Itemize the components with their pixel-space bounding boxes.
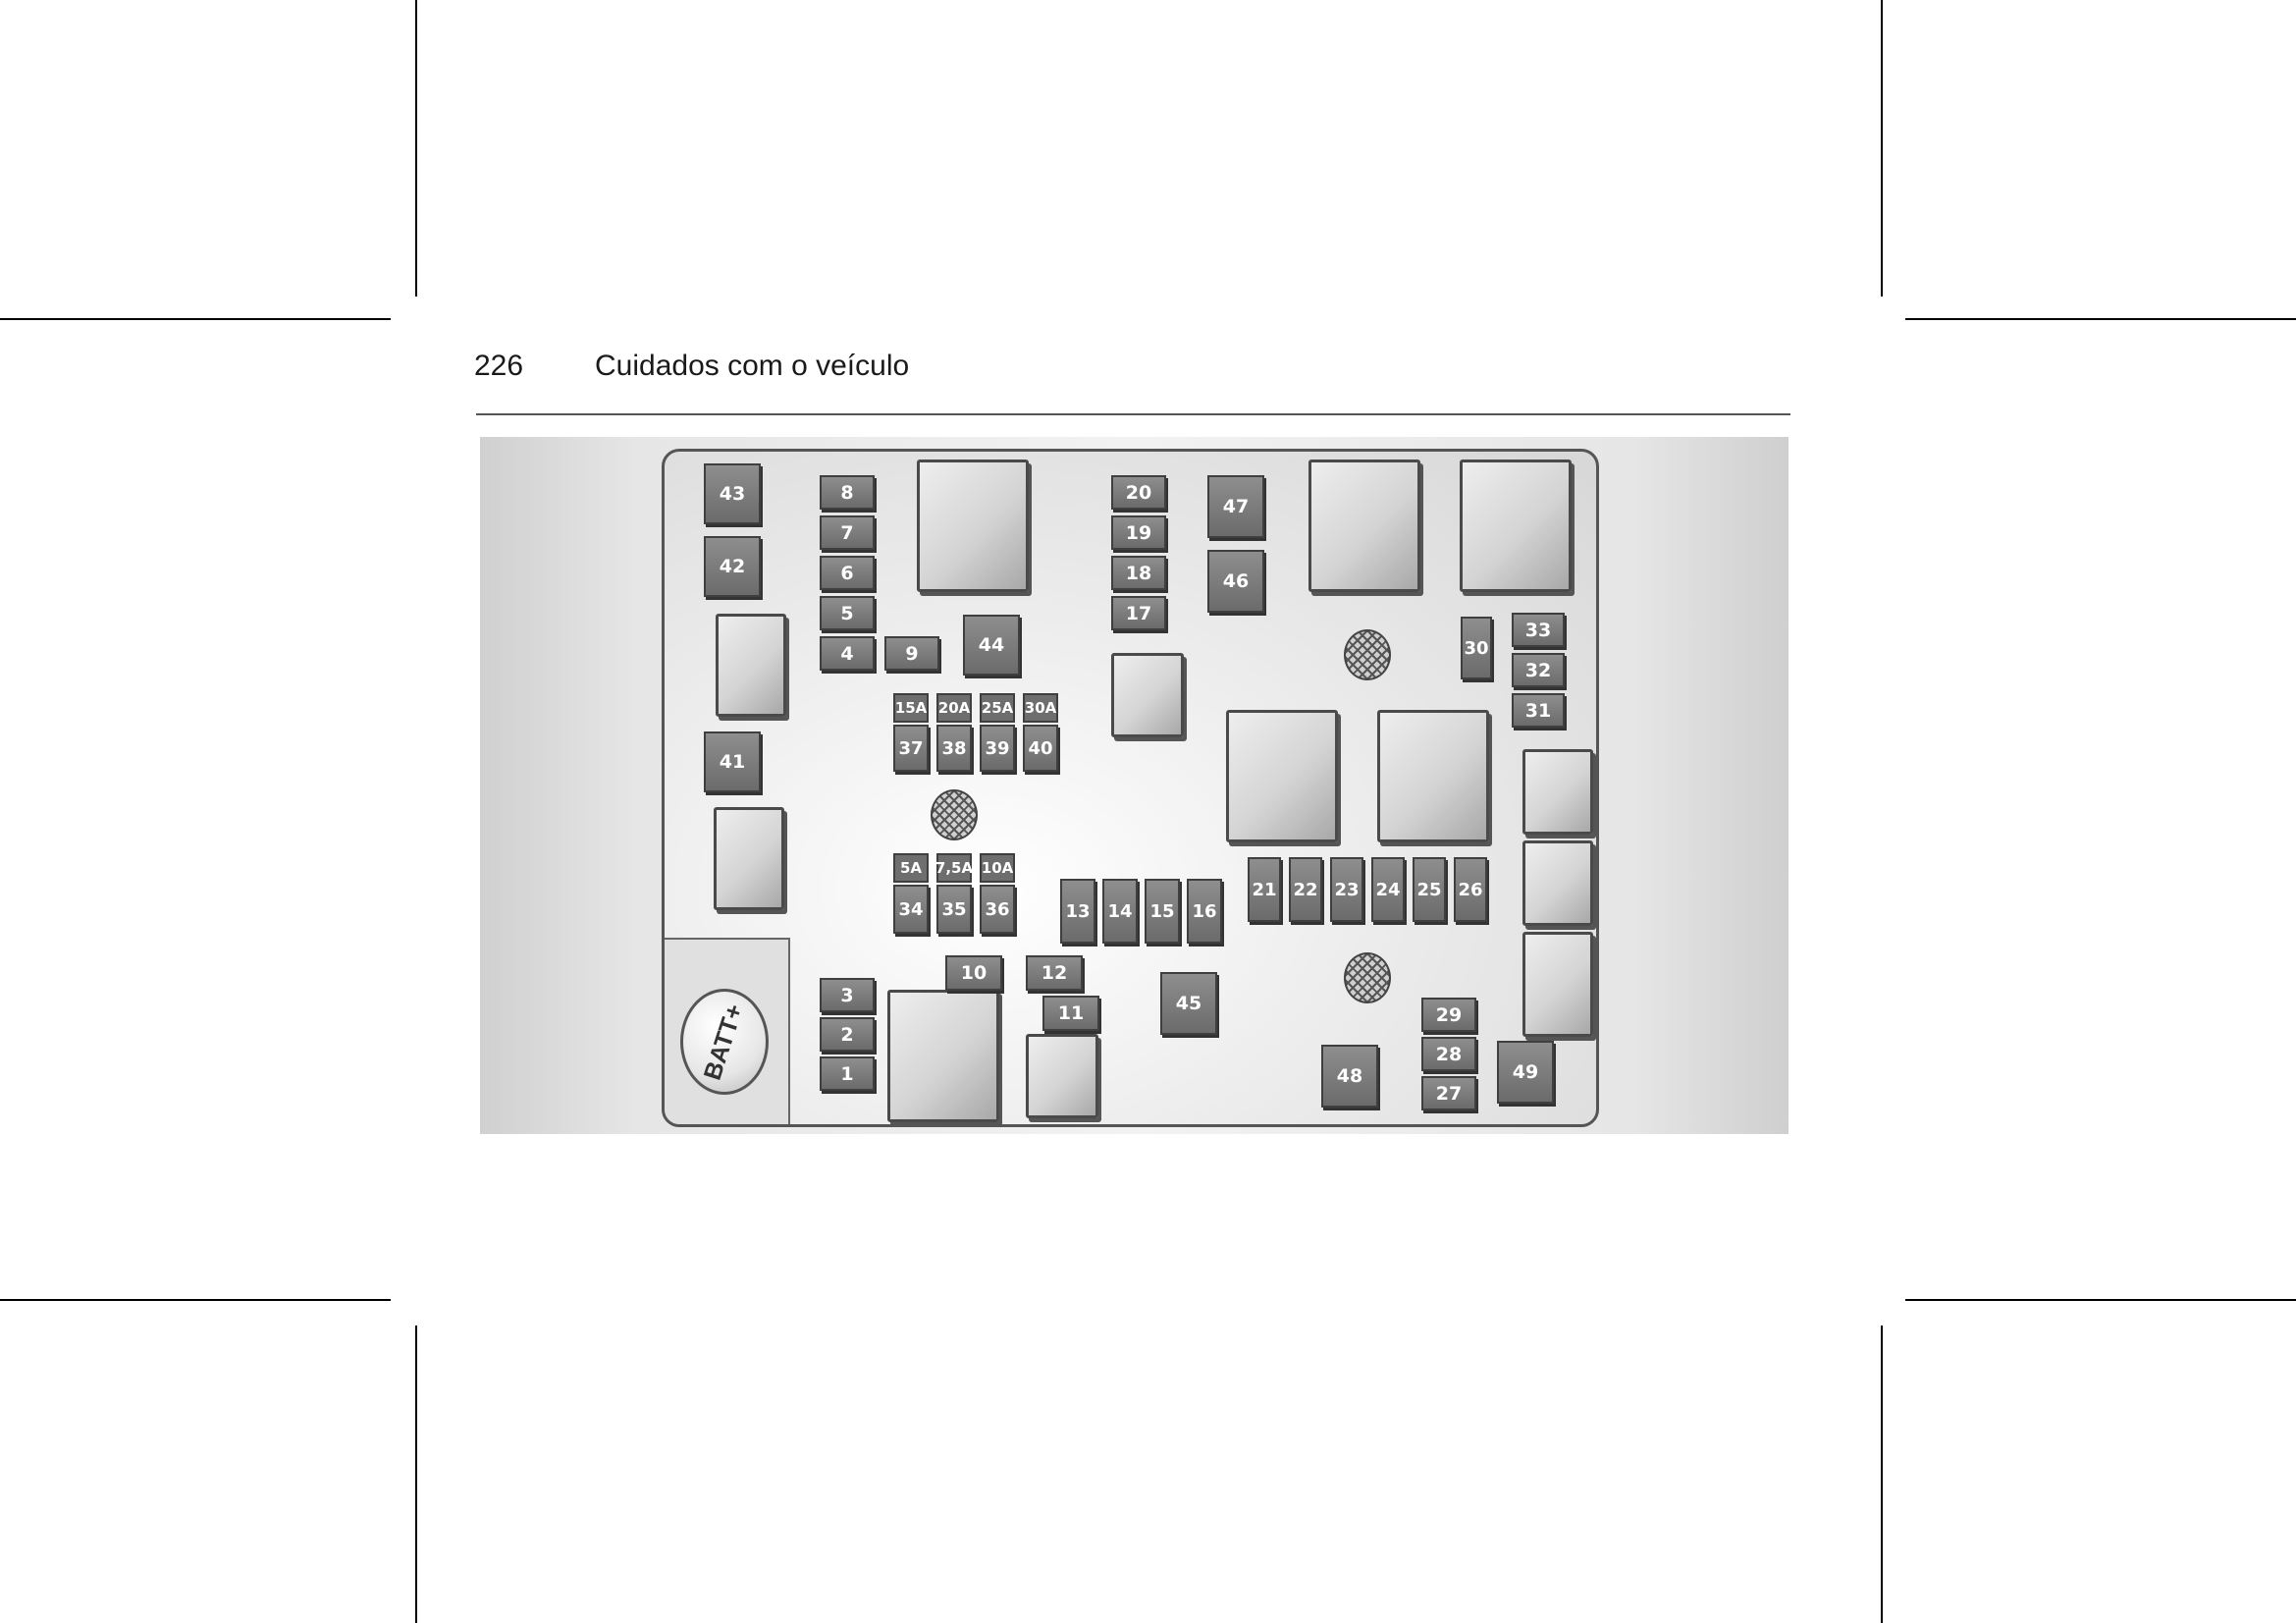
- rating-36: 10A: [980, 853, 1015, 883]
- fuse-9: 9: [884, 636, 939, 671]
- fuse-26: 26: [1454, 857, 1487, 922]
- fuse-1: 1: [820, 1056, 875, 1091]
- rating-40: 30A: [1023, 693, 1058, 723]
- fuse-37: 37: [893, 725, 929, 772]
- fuse-4: 4: [820, 636, 875, 671]
- fuse-14: 14: [1102, 879, 1138, 944]
- crop-mark-top-left: [415, 0, 417, 297]
- battery-terminal-area: [665, 938, 790, 1124]
- fuse-42: 42: [704, 536, 761, 597]
- fuse-11: 11: [1042, 996, 1099, 1031]
- relay-bottom-left: [887, 990, 999, 1122]
- fuse-13: 13: [1060, 879, 1095, 944]
- battery-terminal: [680, 989, 769, 1095]
- rating-37: 15A: [893, 693, 929, 723]
- relay-left-lower: [714, 807, 784, 910]
- relay-bottom-center: [1026, 1034, 1098, 1118]
- fuse-8: 8: [820, 475, 875, 510]
- page-number: 226: [474, 350, 524, 382]
- crop-mark-right-upper: [1905, 318, 2296, 320]
- fuse-18: 18: [1111, 556, 1166, 590]
- fuse-15: 15: [1145, 879, 1180, 944]
- fuse-17: 17: [1111, 596, 1166, 630]
- mounting-hole-center-left: [931, 789, 978, 840]
- fuse-25: 25: [1413, 857, 1446, 922]
- fuse-46: 46: [1207, 550, 1264, 613]
- fuse-43: 43: [704, 463, 761, 524]
- fuse-38: 38: [936, 725, 972, 772]
- fuse-5: 5: [820, 596, 875, 630]
- fuse-12: 12: [1026, 955, 1083, 991]
- rating-38: 20A: [936, 693, 972, 723]
- fuse-48: 48: [1321, 1045, 1378, 1108]
- page-title: Cuidados com o veículo: [595, 350, 910, 382]
- fuse-3: 3: [820, 978, 875, 1012]
- fuse-41: 41: [704, 731, 761, 792]
- fuse-box-diagram: [480, 437, 1789, 1134]
- fuse-32: 32: [1512, 653, 1565, 687]
- fuse-24: 24: [1371, 857, 1405, 922]
- fuse-33: 33: [1512, 613, 1565, 647]
- fuse-27: 27: [1421, 1076, 1476, 1110]
- fuse-19: 19: [1111, 515, 1166, 550]
- crop-mark-bottom-right: [1881, 1325, 1883, 1623]
- mounting-hole-lower-right: [1344, 952, 1391, 1003]
- crop-mark-left-upper: [0, 318, 391, 320]
- header-rule: [476, 413, 1790, 415]
- crop-mark-left-lower: [0, 1299, 391, 1301]
- fuse-29: 29: [1421, 998, 1476, 1032]
- rating-35: 7,5A: [936, 853, 972, 883]
- fuse-21: 21: [1248, 857, 1281, 922]
- fuse-box-outline: [662, 449, 1599, 1127]
- fuse-47: 47: [1207, 475, 1264, 538]
- fuse-6: 6: [820, 556, 875, 590]
- fuse-40: 40: [1023, 725, 1058, 772]
- relay-right-2: [1522, 840, 1593, 926]
- rating-34: 5A: [893, 853, 929, 883]
- fuse-30: 30: [1461, 617, 1492, 679]
- fuse-10: 10: [945, 955, 1002, 991]
- fuse-36: 36: [980, 885, 1015, 934]
- relay-top-left: [917, 460, 1029, 592]
- fuse-34: 34: [893, 885, 929, 934]
- fuse-16: 16: [1187, 879, 1222, 944]
- fuse-7: 7: [820, 515, 875, 550]
- relay-left-upper: [716, 614, 786, 717]
- fuse-45: 45: [1160, 972, 1217, 1035]
- relay-center-small: [1111, 653, 1184, 737]
- fuse-39: 39: [980, 725, 1015, 772]
- relay-right-1: [1522, 749, 1593, 835]
- fuse-44: 44: [963, 615, 1020, 676]
- relay-middle-right-2: [1377, 710, 1489, 842]
- relay-top-right-2: [1460, 460, 1572, 592]
- fuse-22: 22: [1289, 857, 1322, 922]
- fuse-23: 23: [1330, 857, 1363, 922]
- mounting-hole-upper-right: [1344, 629, 1391, 680]
- battery-terminal-label: BATT+: [698, 1000, 750, 1083]
- crop-mark-bottom-left: [415, 1325, 417, 1623]
- fuse-28: 28: [1421, 1037, 1476, 1071]
- fuse-49: 49: [1497, 1041, 1554, 1104]
- fuse-20: 20: [1111, 475, 1166, 510]
- rating-39: 25A: [980, 693, 1015, 723]
- fuse-35: 35: [936, 885, 972, 934]
- relay-right-3: [1522, 932, 1593, 1037]
- fuse-2: 2: [820, 1017, 875, 1052]
- relay-top-right-1: [1308, 460, 1420, 592]
- fuse-31: 31: [1512, 693, 1565, 728]
- crop-mark-right-lower: [1905, 1299, 2296, 1301]
- relay-middle-right-1: [1226, 710, 1338, 842]
- crop-mark-top-right: [1881, 0, 1883, 297]
